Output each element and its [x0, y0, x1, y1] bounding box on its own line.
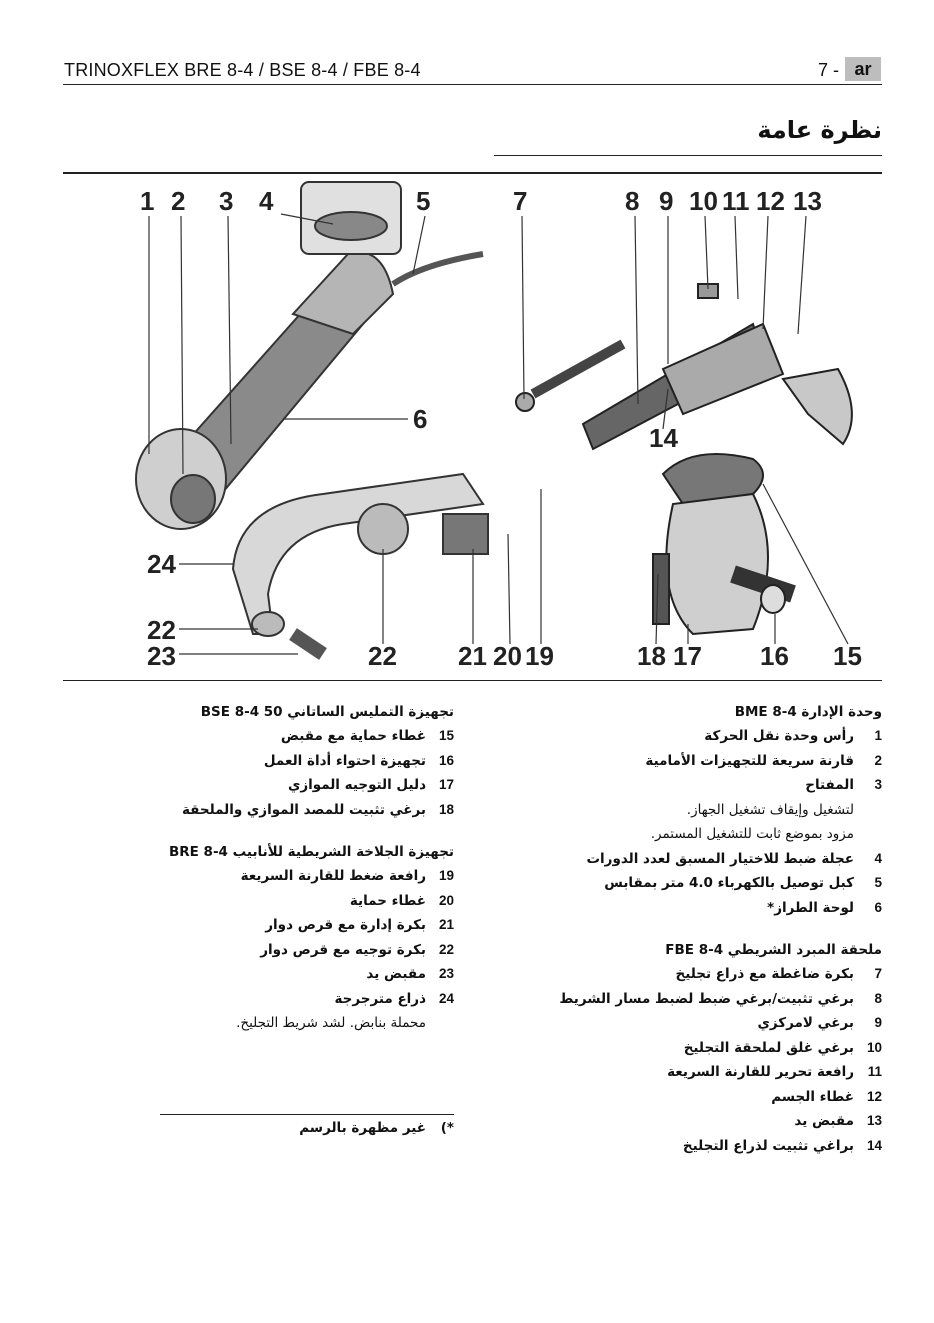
callout-21: 21 — [458, 641, 487, 671]
callout-15: 15 — [833, 641, 862, 671]
callout-1: 1 — [140, 186, 155, 216]
parts-list-left — [154, 700, 454, 1036]
list-item: 1رأس وحدة نقل الحركة — [704, 728, 882, 744]
list-item: 2قارنة سريعة للتجهيزات الأمامية — [645, 752, 882, 769]
list-item: 11رافعة تحرير للقارنة السريعة — [667, 1064, 882, 1080]
product-overview-figure — [63, 172, 882, 681]
parts-list-right — [552, 700, 882, 1158]
callout-18: 18 — [637, 641, 666, 671]
callout-13: 13 — [793, 186, 822, 216]
callout-14: 14 — [649, 423, 678, 453]
item-note: لتشغيل وإيقاف تشغيل الجهاز. — [686, 801, 854, 818]
callout-4: 4 — [259, 186, 274, 216]
group-title-drive-unit: وحدة الإدارة BME 8-4 — [734, 704, 882, 720]
callout-3: 3 — [219, 186, 234, 216]
footnote: *)غير مظهرة بالرسم — [299, 1120, 454, 1136]
list-item: 14براغي تثبيت لذراع التجليخ — [682, 1137, 882, 1154]
callout-23: 23 — [147, 641, 176, 671]
list-item: 24ذراع مترجرجة — [334, 990, 454, 1007]
list-item: 10برغي غلق لملحقة التجليخ — [683, 1039, 882, 1056]
callout-10: 10 — [689, 186, 718, 216]
callout-6: 6 — [413, 404, 428, 434]
section-divider — [494, 155, 882, 156]
footnote-divider — [160, 1114, 454, 1115]
group-title-satin-finisher: تجهيزة التمليس الساتاني BSE 8-4 50 — [200, 704, 454, 720]
list-item: 4عجلة ضبط للاختيار المسبق لعدد الدورات — [586, 850, 882, 867]
list-item: 15غطاء حماية مع مقبض — [280, 728, 454, 744]
page-number: 7 - — [818, 60, 840, 80]
satin-finisher-drawing — [653, 454, 793, 634]
callout-11: 11 — [722, 186, 750, 216]
list-item: 19رافعة ضغط للقارنة السريعة — [240, 868, 454, 884]
list-item: 16تجهيزة احتواء أداة العمل — [263, 752, 454, 769]
list-item: 9برغي لامركزي — [757, 1015, 882, 1031]
list-item: 6لوحة الطراز* — [767, 899, 882, 916]
group-title-band-file: ملحقة المبرد الشريطي FBE 8-4 — [665, 942, 882, 958]
list-item: 8برغي تثبيت/برغي ضبط لضبط مسار الشريط — [559, 990, 882, 1007]
callout-22-left: 22 — [147, 615, 176, 645]
callout-9: 9 — [659, 186, 674, 216]
callout-16: 16 — [760, 641, 789, 671]
band-file-drawing — [516, 284, 852, 449]
list-item: 5كبل توصيل بالكهرباء 4.0 متر بمقابس — [604, 875, 882, 891]
list-item: 7بكرة ضاغطة مع ذراع تجليخ — [675, 966, 882, 982]
callout-12: 12 — [756, 186, 785, 216]
document-title: TRINOXFLEX BRE 8-4 / BSE 8-4 / FBE 8-4 — [64, 60, 421, 80]
list-item: 23مقبض يد — [366, 966, 454, 982]
list-item: 21بكرة إدارة مع قرص دوار — [265, 917, 454, 933]
drive-unit-drawing — [136, 182, 483, 529]
callout-2: 2 — [171, 186, 186, 216]
callout-8: 8 — [625, 186, 640, 216]
list-item: 17دليل التوجيه الموازي — [287, 777, 454, 793]
list-item: 12غطاء الجسم — [771, 1088, 882, 1105]
header-divider — [63, 84, 882, 85]
callout-19: 19 — [525, 641, 554, 671]
list-item: 20غطاء حماية — [349, 892, 454, 909]
list-item: 22بكرة توجيه مع قرص دوار — [260, 941, 454, 958]
language-badge: ar — [845, 57, 881, 81]
list-item: 18برغي تثبيت للمصد الموازي والملحقة — [181, 801, 454, 818]
item-note: محملة بنابض. لشد شريط التجليخ. — [236, 1015, 426, 1031]
callout-17: 17 — [673, 641, 702, 671]
group-title-pipe-belt-grinder: تجهيزة الجلاخة الشريطية للأنابيب BRE 8-4 — [168, 844, 454, 860]
callout-24: 24 — [147, 549, 176, 579]
list-item: 13مقبض يد — [794, 1113, 882, 1129]
pipe-belt-grinder-drawing — [233, 474, 488, 654]
callout-5: 5 — [416, 186, 431, 216]
item-note: مزود بموضع ثابت للتشغيل المستمر. — [650, 826, 854, 842]
list-item: 3المفتاح — [805, 777, 882, 793]
callout-22: 22 — [368, 641, 397, 671]
device-illustration — [63, 174, 882, 680]
callout-20: 20 — [493, 641, 522, 671]
section-title: نظرة عامة — [757, 116, 882, 144]
callout-7: 7 — [513, 186, 528, 216]
